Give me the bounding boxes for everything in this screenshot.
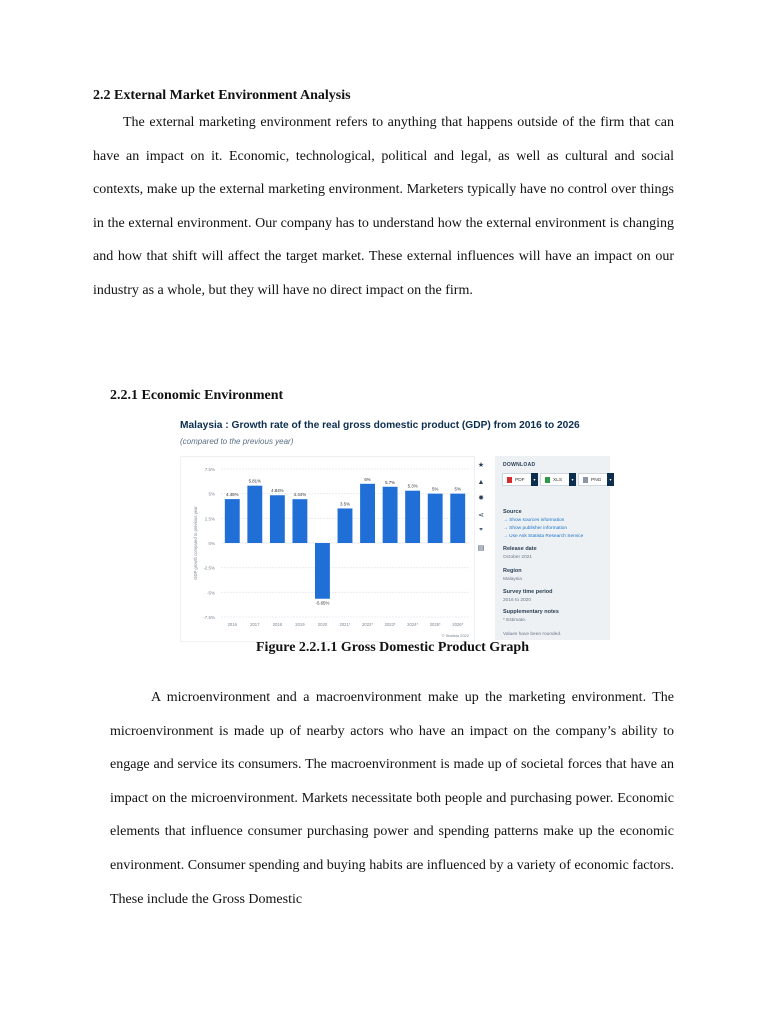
chevron-down-icon: ▾ [569, 473, 576, 486]
x-tick-label: 2021* [339, 622, 351, 627]
figure-title: Malaysia : Growth rate of the real gross domestic product (GDP) from 2016 to 2026 [180, 420, 580, 431]
notes-value: * Estimate. [503, 618, 527, 623]
bar-2017 [247, 486, 262, 543]
subsection-heading: 2.2.1 Economic Environment [110, 388, 284, 403]
png-label: PNG [591, 478, 602, 483]
x-tick-label: 2019 [295, 622, 305, 627]
y-tick-label: 2.5% [204, 516, 215, 522]
bar-2020 [315, 543, 330, 599]
chart-tool-column [471, 459, 491, 559]
data-label: 3.5% [339, 501, 351, 507]
source-label: Source [503, 509, 522, 515]
data-label: 4.84% [271, 488, 284, 494]
bar-2022* [360, 484, 375, 543]
bar-2018 [270, 495, 285, 543]
chevron-down-icon: ▾ [607, 473, 614, 486]
share-icon[interactable]: ⋖ [478, 511, 484, 519]
bar-2016 [225, 499, 240, 543]
source-link[interactable]: → Show sources information [503, 518, 565, 523]
data-label: 6% [364, 476, 371, 482]
data-label: -5.65% [315, 600, 330, 606]
x-tick-label: 2018 [272, 622, 283, 627]
x-tick-label: 2025* [429, 622, 441, 627]
x-tick-label: 2024* [407, 622, 419, 627]
release-date-label: Release date [503, 546, 537, 552]
paragraph-external-environment: The external marketing environment refers to anything that happens outside of the firm that can have an impact on it. Economic, technological, political and legal, as well as cultural and social contexts, make up the external marketing environment. Marketers typically have no control over things in the external environment. Our company has to understand how the external environment is changing and how that shift will affect the target market. These external influences will have an impact on our industry as a whole, but they will have no direct impact on the firm. [93, 115, 674, 298]
x-tick-label: 2017 [250, 622, 260, 627]
chart-panel [180, 456, 475, 642]
region-value: Malaysia [503, 577, 522, 582]
xls-label: XLS [553, 478, 563, 483]
figure-caption: Figure 2.2.1.1 Gross Domestic Product Graph [256, 640, 529, 655]
y-tick-label: -2.5% [203, 565, 215, 571]
xls-icon [545, 477, 550, 483]
bar-2025* [428, 494, 443, 543]
y-axis-label: GDP growth compared to previous year [193, 506, 198, 580]
x-tick-label: 2022* [362, 622, 374, 627]
x-tick-label: 2016 [227, 622, 237, 627]
gdp-figure [177, 416, 610, 640]
data-label: 4.45% [226, 492, 239, 498]
png-icon [583, 477, 588, 483]
y-tick-label: -7.5% [203, 615, 215, 620]
bar-2023* [383, 487, 398, 543]
survey-period-label: Survey time period [503, 589, 553, 595]
notes-label: Supplementary notes [503, 609, 559, 615]
bar-2021* [338, 508, 353, 543]
data-label: 5.7% [385, 479, 396, 485]
quote-icon[interactable]: ❞ [479, 528, 483, 536]
bar-2024* [405, 491, 420, 543]
pdf-icon [507, 477, 512, 483]
x-tick-label: 2020 [317, 622, 328, 627]
gear-icon[interactable]: ✹ [478, 495, 484, 503]
data-label: 5.3% [407, 483, 418, 489]
paragraph-micro-macro-environment: A microenvironment and a macroenvironment make up the marketing environment. The microenvironment is made up of nearby actors who have an impact on the company’s ability to engage and service its consumers. The macroenvironment is made up of societal forces that have an impact on the microenvironment. Markets necessitate both people and purchasing power. Economic elements that influence consumer purchasing power and spending patterns make up the economic environment. Consumer spending and buying habits are influenced by a variety of economic factors. These include the Gross Domestic [110, 690, 674, 907]
x-tick-label: 2026* [452, 622, 464, 627]
bell-icon[interactable]: ▲ [477, 478, 485, 486]
star-icon[interactable]: ★ [477, 462, 485, 469]
y-tick-label: 7.5% [204, 467, 215, 472]
download-xls-button[interactable] [540, 473, 574, 486]
bar-2026* [450, 494, 465, 543]
gdp-bar-chart [181, 457, 474, 641]
x-tick-label: 2023* [384, 622, 396, 627]
y-tick-label: -5% [206, 590, 215, 596]
download-label: DOWNLOAD [503, 462, 536, 468]
data-label: 5.81% [248, 478, 262, 484]
pdf-label: PDF [515, 478, 525, 483]
chart-info-sidebar [495, 456, 610, 640]
figure-subtitle: (compared to the previous year) [180, 437, 294, 446]
y-tick-label: 5% [208, 491, 215, 497]
release-date-value: October 2021 [503, 555, 533, 560]
y-tick-label: 0% [208, 541, 215, 546]
data-label: 4.44% [293, 492, 307, 498]
publisher-link[interactable]: → Show publisher information [503, 526, 567, 531]
rounded-note: Values have been rounded. [503, 632, 562, 637]
data-label: 5% [454, 486, 461, 492]
chevron-down-icon: ▾ [531, 473, 538, 486]
bar-2019 [292, 499, 307, 543]
print-icon[interactable]: ▤ [477, 544, 485, 552]
statista-credit: © Statista 2022 [441, 633, 469, 638]
region-label: Region [503, 568, 522, 574]
download-pdf-button[interactable] [502, 473, 536, 486]
download-png-button[interactable] [578, 473, 612, 486]
research-service-link[interactable]: → Use Ask Statista Research Service [503, 534, 584, 539]
section-heading: 2.2 External Market Environment Analysis [93, 88, 351, 103]
survey-period-value: 2016 to 2020 [503, 598, 532, 603]
data-label: 5% [432, 486, 439, 492]
